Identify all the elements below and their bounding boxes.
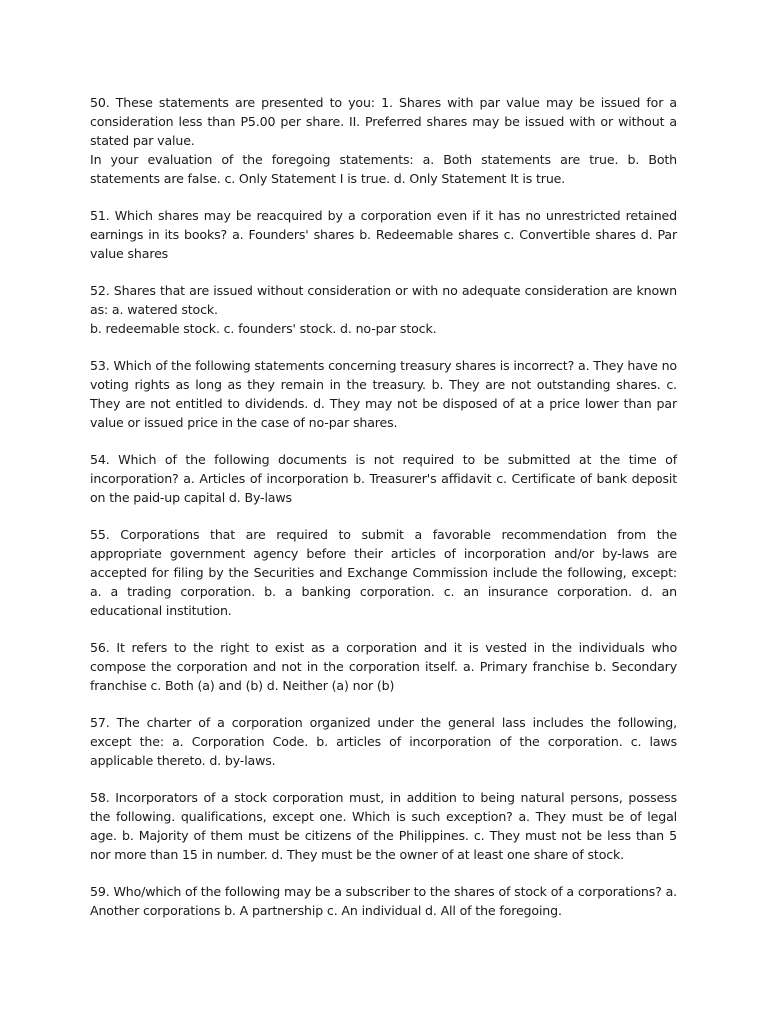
question-text: 51. Which shares may be reacquired by a corporation even if it has no unrestricted retained earnings in its books? a. Founders' shares b. Redeemable shares c. Convertible shares d. Par value shares: [90, 208, 677, 261]
question-56: [90, 638, 677, 695]
question-54: [90, 450, 677, 507]
question-55: [90, 525, 677, 620]
question-text: 57. The charter of a corporation organized under the general lass includes the following, except the: a. Corporation Code. b. articles of incorporation of the corporation. c. laws applicable thereto. d. by-laws.: [90, 715, 677, 768]
question-50: [90, 93, 677, 188]
question-51: [90, 206, 677, 263]
question-text: In your evaluation of the foregoing statements: a. Both statements are true. b. Both statements are false. c. Only Statement I is true. d. Only Statement It is true.: [90, 152, 677, 186]
question-52: [90, 281, 677, 338]
question-text: 53. Which of the following statements concerning treasury shares is incorrect? a. They have no voting rights as long as they remain in the treasury. b. They are not outstanding shares. c. They are not entitled to dividends. d. They may not be disposed of at a price lower than par value or issued price in the case of no-par shares.: [90, 358, 677, 430]
question-text: 50. These statements are presented to you: 1. Shares with par value may be issued for a consideration less than P5.00 per share. II. Preferred shares may be issued with or without a stated par value.: [90, 95, 677, 148]
question-58: [90, 788, 677, 864]
question-text: 54. Which of the following documents is not required to be submitted at the time of incorporation? a. Articles of incorporation b. Treasurer's affidavit c. Certificate of bank deposit on the paid-up capital d. By-laws: [90, 452, 677, 505]
question-text: 55. Corporations that are required to submit a favorable recommendation from the appropriate government agency before their articles of incorporation and/or by-laws are accepted for filing by the Securities and Exchange Commission include the following, except: a. a trading corporation. b. a banking corporation. c. an insurance corporation. d. an educational institution.: [90, 527, 677, 618]
question-57: [90, 713, 677, 770]
question-text: 59. Who/which of the following may be a subscriber to the shares of stock of a corporations? a. Another corporations b. A partnership c. An individual d. All of the foregoing.: [90, 884, 677, 918]
question-text: 52. Shares that are issued without consideration or with no adequate consideration are known as: a. watered stock.: [90, 283, 677, 317]
question-59: [90, 882, 677, 920]
question-text: 58. Incorporators of a stock corporation must, in addition to being natural persons, possess the following. qualifications, except one. Which is such exception? a. They must be of legal age. b. Majority of them must be citizens of the Philippines. c. They must not be less than 5 nor more than 15 in number. d. They must be the owner of at least one share of stock.: [90, 790, 677, 862]
question-text: 56. It refers to the right to exist as a corporation and it is vested in the individuals who compose the corporation and not in the corporation itself. a. Primary franchise b. Secondary franchise c. Both (a) and (b) d. Neither (a) nor (b): [90, 640, 677, 693]
question-53: [90, 356, 677, 432]
question-text: b. redeemable stock. c. founders' stock. d. no-par stock.: [90, 321, 437, 336]
